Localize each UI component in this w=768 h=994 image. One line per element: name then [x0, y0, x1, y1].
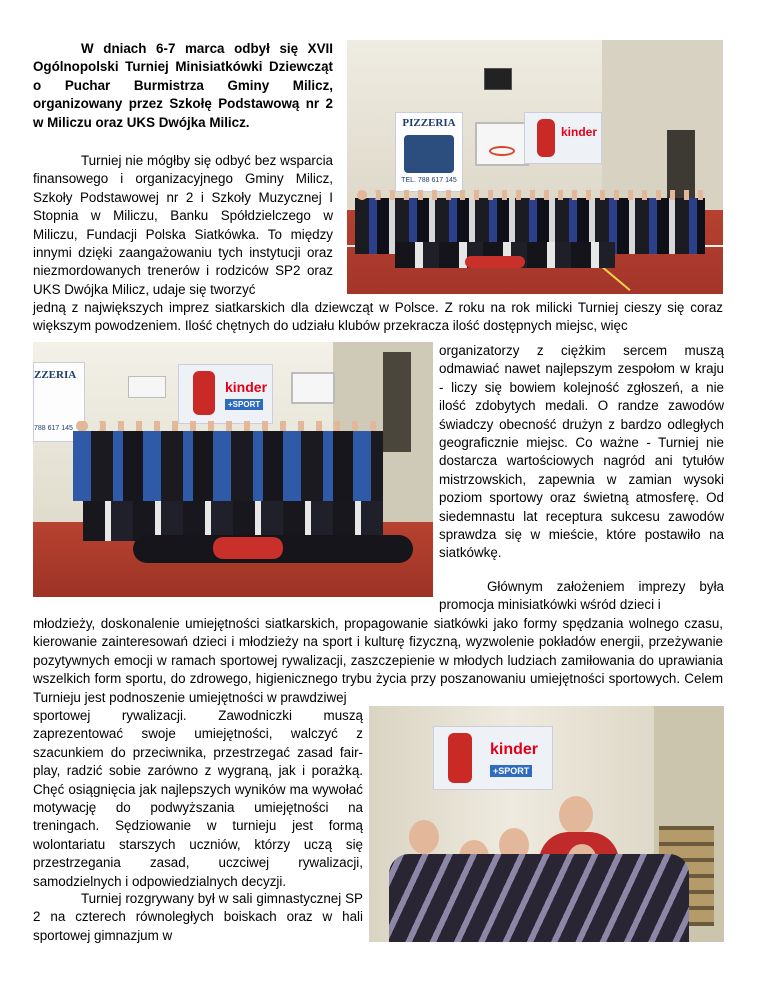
pizzeria-sign: ZZERIA	[34, 369, 77, 381]
basketball-hoop	[489, 146, 515, 156]
player-red-shirt	[465, 256, 525, 268]
kinder-logo: kinder	[490, 741, 539, 758]
pizzeria-banner	[395, 112, 463, 192]
kinder-banner	[524, 112, 602, 164]
kinder-logo: kinder	[561, 125, 598, 139]
group-of-players	[389, 796, 709, 942]
team-photo-2	[33, 342, 433, 597]
pizzeria-sign: PIZZERIA	[402, 117, 456, 129]
athlete-figure	[537, 119, 555, 157]
support-paragraph-full: jedną z największych imprez siatkarskich dla dziewcząt w Polsce. Z roku na rok milicki Turniej cieszy się coraz większym powodzeniem. Ilość chętnych do udziału klubów przekracza ilość dostępnych miejsc, więc	[33, 300, 723, 334]
players-row-back	[73, 431, 383, 501]
group-of-players	[355, 190, 715, 280]
players-striped-jerseys	[389, 854, 689, 942]
kinder-logo: kinder	[225, 379, 268, 395]
players-heads	[355, 190, 705, 200]
pizzeria-phone: 788 617 145	[34, 425, 73, 432]
pizzeria-logo-image	[404, 135, 454, 173]
sport-label: +SPORT	[225, 399, 263, 410]
kinder-banner	[433, 726, 553, 790]
team-photo-1	[347, 40, 723, 294]
players-heads-back	[73, 421, 383, 431]
venue-paragraph: Turniej rozgrywany był w sali gimnastycznej SP 2 na czterech równoległych boiskach oraz w hali sportowej gimnazjum w	[33, 891, 363, 943]
goals-paragraph-side2: sportowej rywalizacji. Zawodniczki muszą zaprezentować swoje umiejętności, walczyć z szacunkiem do przeciwnika, przestrzegać zasad fair-play, radzić sobie zarówno z wygraną, jak i porażką. Chęć osiągnięcia jak najlepszych wyników ma wywołać motywację do podwyższania umiejętności na treningach. Sędziowanie w turnieju jest formą wolontariatu starszych uczniów, którzy uczą się przestrzegania zasad, uczciwej rywalizacji, samodzielnych i odpowiedzialnych decyzji.	[33, 708, 363, 889]
player-red-shirt	[213, 537, 283, 559]
group-of-players	[73, 407, 393, 587]
basketball-backboard	[291, 372, 335, 404]
support-paragraph-side: Turniej nie mógłby się odbyć bez wsparcia finansowego i organizacyjnego Gminy Milicz, Szkoły Podstawowej nr 2 i Szkoły Muzycznej I Stopnia w Miliczu, Banku Spółdzielczego w Miliczu, Fundacji Polska Siatkówka. To między innymi dzięki zaangażowaniu tych instytucji oraz niezmordowanych trenerów i rodziców SP2 oraz UKS Dwójka Milicz, udaje się tworzyć	[33, 153, 333, 297]
scoreboard	[484, 68, 512, 90]
team-photo-3	[369, 706, 724, 942]
goals-paragraph-side: Głównym założeniem imprezy była promocja minisiatkówki wśród dzieci i	[439, 579, 724, 613]
basketball-backboard	[475, 122, 529, 166]
player-head	[409, 820, 439, 854]
athlete-figure	[448, 733, 472, 783]
goals-paragraph-full: młodzieży, doskonalenie umiejętności siatkarskich, propagowanie siatkówki jako formy spędzania wolnego czasu, kierowanie zainteresowań dzieci i młodzieży na sport i kulturę fizyczną, wyzwolenie pokładów energii, przeżywanie pozytywnych emocji w ramach sportowej rywalizacji, zaszczepienie w młodych ludziach zamiłowania do uprawiania wszelkich form sportu, do zdrowego, higienicznego trybu życia przy poszanowaniu umiejętności sportowych. Celem Turnieju jest podnoszenie umiejętności w prawdziwej	[33, 616, 723, 705]
sponsor-sign	[128, 376, 166, 398]
support-paragraph-side2: organizatorzy z ciężkim sercem muszą odmawiać nawet najlepszym zespołom w kraju - liczy się bowiem kolejność zgłoszeń, a nie ilość zdobytych medali. O randze zawodów świadczy obecność drużyn z bardzo odległych geograficznie miejsc. Co ważne - Turniej nie dostarcza wartościowych nagród ani tytułów mistrzowskich, zapewnia w zamian wysoki poziom sportowy oraz świetną atmosferę. Od siedemnastu lat receptura sukcesu zawodów sprawdza się w mieście, które postawiło na siatkówkę.	[439, 343, 724, 561]
coach-head	[559, 796, 593, 834]
intro-paragraph: W dniach 6-7 marca odbył się XVII Ogólnopolski Turniej Minisiatkówki Dziewcząt o Puchar Burmistrza Gminy Milicz, organizowany przez Szkołę Podstawową nr 2 w Miliczu oraz UKS Dwójka Milicz.	[33, 41, 333, 130]
sport-label: +SPORT	[490, 765, 532, 777]
pizzeria-phone: TEL. 788 617 145	[401, 177, 457, 184]
